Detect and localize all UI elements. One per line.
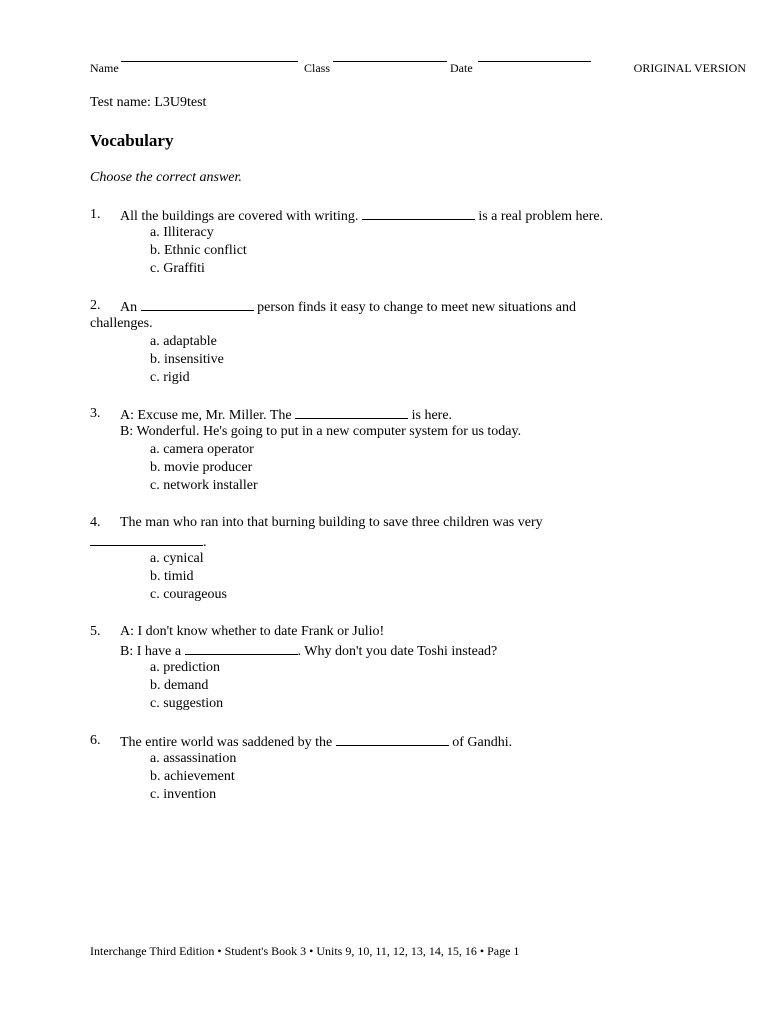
question-text-continued: B: Wonderful. He's going to put in a new computer system for us today. <box>120 424 522 439</box>
date-blank[interactable] <box>478 61 591 62</box>
name-blank[interactable] <box>121 61 298 62</box>
question-number: 5. <box>90 624 101 639</box>
question-text-part: An <box>120 300 141 315</box>
question-text-part: is here. <box>408 408 453 423</box>
question-number: 4. <box>90 515 101 530</box>
option-b[interactable]: b. Ethnic conflict <box>150 243 247 258</box>
answer-blank[interactable] <box>90 532 203 546</box>
name-label: Name <box>90 61 119 75</box>
page-footer: Interchange Third Edition • Student's Book 3 • Units 9, 10, 11, 12, 13, 14, 15, 16 • Page 1 <box>90 944 520 958</box>
question-text-part: is a real problem here. <box>474 209 604 224</box>
answer-blank[interactable] <box>336 732 449 746</box>
option-c[interactable]: c. suggestion <box>150 696 224 711</box>
answer-blank[interactable] <box>295 405 408 419</box>
question-3 <box>90 405 690 495</box>
question-text-part: The entire world was saddened by the <box>120 735 336 750</box>
question-text-part: A: Excuse me, Mr. Miller. The <box>120 408 296 423</box>
student-info-header <box>90 61 746 79</box>
option-a[interactable]: a. Illiteracy <box>150 225 214 240</box>
option-a[interactable]: a. adaptable <box>150 334 217 349</box>
question-6 <box>90 732 690 804</box>
question-text-continued: challenges. <box>90 316 153 331</box>
option-c[interactable]: c. network installer <box>150 478 258 493</box>
option-b[interactable]: b. achievement <box>150 769 235 784</box>
question-text <box>120 405 452 425</box>
question-number: 2. <box>90 298 101 313</box>
class-blank[interactable] <box>333 61 447 62</box>
option-b[interactable]: b. insensitive <box>150 352 224 367</box>
option-c[interactable]: c. Graffiti <box>150 261 205 276</box>
option-c[interactable]: c. courageous <box>150 587 227 602</box>
question-text-part: All the buildings are covered with writing. <box>120 209 362 224</box>
question-2 <box>90 297 690 387</box>
question-5 <box>90 623 690 713</box>
question-text-part: . Why don't you date Toshi instead? <box>297 644 498 659</box>
question-text-continued <box>90 532 207 552</box>
question-text: The man who ran into that burning building to save three children was very <box>120 515 543 530</box>
question-number: 3. <box>90 406 101 421</box>
question-text-part: of Gandhi. <box>448 735 513 750</box>
option-c[interactable]: c. invention <box>150 787 217 802</box>
instructions: Choose the correct answer. <box>90 170 242 185</box>
option-a[interactable]: a. prediction <box>150 660 220 675</box>
answer-blank[interactable] <box>141 297 254 311</box>
option-a[interactable]: a. assassination <box>150 751 237 766</box>
option-b[interactable]: b. timid <box>150 569 194 584</box>
question-1 <box>90 206 690 278</box>
question-text-part: person finds it easy to change to meet new situations and <box>253 300 576 315</box>
option-b[interactable]: b. movie producer <box>150 460 253 475</box>
date-label: Date <box>450 61 473 75</box>
answer-blank[interactable] <box>185 641 298 655</box>
option-b[interactable]: b. demand <box>150 678 209 693</box>
option-a[interactable]: a. camera operator <box>150 442 254 457</box>
option-a[interactable]: a. cynical <box>150 551 204 566</box>
section-title: Vocabulary <box>90 131 174 150</box>
question-text <box>120 732 512 752</box>
option-c[interactable]: c. rigid <box>150 370 190 385</box>
question-text-part: . <box>203 535 207 550</box>
question-text-continued <box>120 641 497 661</box>
answer-blank[interactable] <box>362 206 475 220</box>
test-name: Test name: L3U9test <box>90 95 207 110</box>
question-text <box>120 297 576 317</box>
question-number: 6. <box>90 733 101 748</box>
version-label: ORIGINAL VERSION <box>633 61 746 75</box>
question-4 <box>90 514 690 604</box>
question-text <box>120 206 603 226</box>
question-number: 1. <box>90 207 101 222</box>
question-text-part: B: I have a <box>120 644 185 659</box>
question-text: A: I don't know whether to date Frank or Julio! <box>120 624 385 639</box>
class-label: Class <box>304 61 331 75</box>
